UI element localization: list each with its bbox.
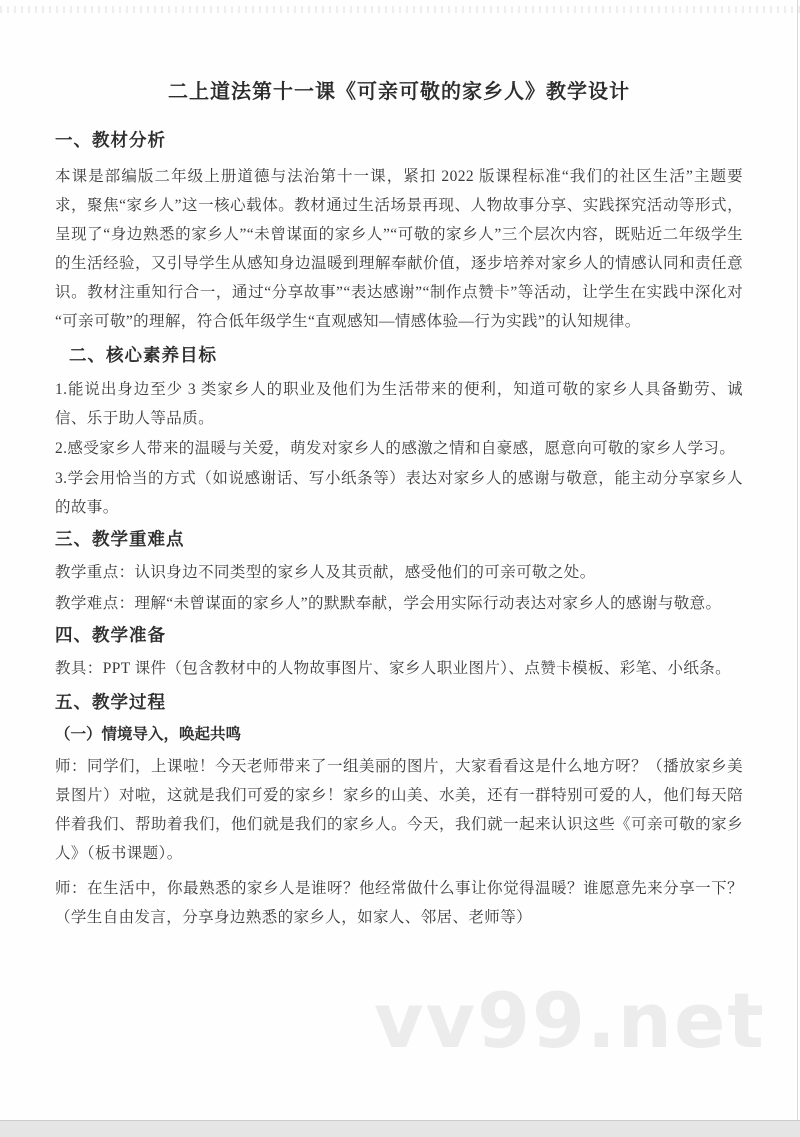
list-item: 1.能说出身边至少 3 类家乡人的职业及他们为生活带来的便利，知道可敬的家乡人具备勤劳、诚信、乐于助人等品质。 (55, 381, 743, 427)
paragraph: 本课是部编版二年级上册道德与法治第十一课，紧扣 2022 版课程标准“我们的社区生活”主题要求，聚焦“家乡人”这一核心载体。教材通过生活场景再现、人物故事分享、实践探究活动等形式，呈现了“身边熟悉的家乡人”“未曾谋面的家乡人”“可敬的家乡人”三个层次内容，既贴近二年级学生的生活经验，又引导学生从感知身边温暖到理解奉献价值，逐步培养对家乡人的情感认同和责任意识。教材注重知行合一，通过“分享故事”“表达感谢”“制作点赞卡”等活动，让学生在实践中深化对“可亲可敬”的理解，符合低年级学生“直观感知—情感体验—行为实践”的认知规律。 (55, 168, 743, 330)
watermark: vv99.net (374, 976, 766, 1065)
section-heading: 四、教学准备 (55, 625, 166, 645)
subsection-heading: （一）情境导入，唤起共鸣 (55, 726, 242, 743)
section-teaching-process (55, 689, 743, 932)
paragraph: 教学重点：认识身边不同类型的家乡人及其贡献，感受他们的可亲可敬之处。 (55, 564, 596, 581)
section-teaching-preparation (55, 622, 743, 683)
paragraph: 师：同学们，上课啦！今天老师带来了一组美丽的图片，大家看看这是什么地方呀？（播放家乡美景图片）对啦，这就是我们可爱的家乡！家乡的山美、水美，还有一群特别可爱的人，他们每天陪伴着我们、帮助着我们，他们就是我们的家乡人。今天，我们就一起来认识这些《可亲可敬的家乡人》（板书课题）。 (55, 758, 743, 862)
section-heading: 三、教学重难点 (55, 529, 185, 549)
section-heading: 五、教学过程 (55, 692, 166, 712)
viewer-bottom-bar (0, 1120, 800, 1137)
section-key-difficult-points (55, 526, 743, 618)
section-heading: 二、核心素养目标 (69, 345, 217, 365)
list-item: 3.学会用恰当的方式（如说感谢话、写小纸条等）表达对家乡人的感谢与敬意，能主动分享家乡人的故事。 (55, 470, 743, 516)
page-title: 二上道法第十一课《可亲可敬的家乡人》教学设计 (168, 81, 630, 103)
paragraph: 教具：PPT 课件（包含教材中的人物故事图片、家乡人职业图片）、点赞卡模板、彩笔、小纸条。 (55, 660, 732, 677)
paragraph: 师：在生活中，你最熟悉的家乡人是谁呀？他经常做什么事让你觉得温暖？谁愿意先来分享一下？（学生自由发言，分享身边熟悉的家乡人，如家人、邻居、老师等） (55, 880, 743, 926)
section-material-analysis (55, 127, 743, 336)
section-heading: 一、教材分析 (55, 130, 166, 150)
section-core-competency-goals (55, 342, 743, 522)
paragraph: 教学难点：理解“未曾谋面的家乡人”的默默奉献，学会用实际行动表达对家乡人的感谢与敬意。 (55, 595, 722, 612)
list-item: 2.感受家乡人带来的温暖与关爱，萌发对家乡人的感激之情和自豪感，愿意向可敬的家乡人学习。 (55, 440, 736, 457)
